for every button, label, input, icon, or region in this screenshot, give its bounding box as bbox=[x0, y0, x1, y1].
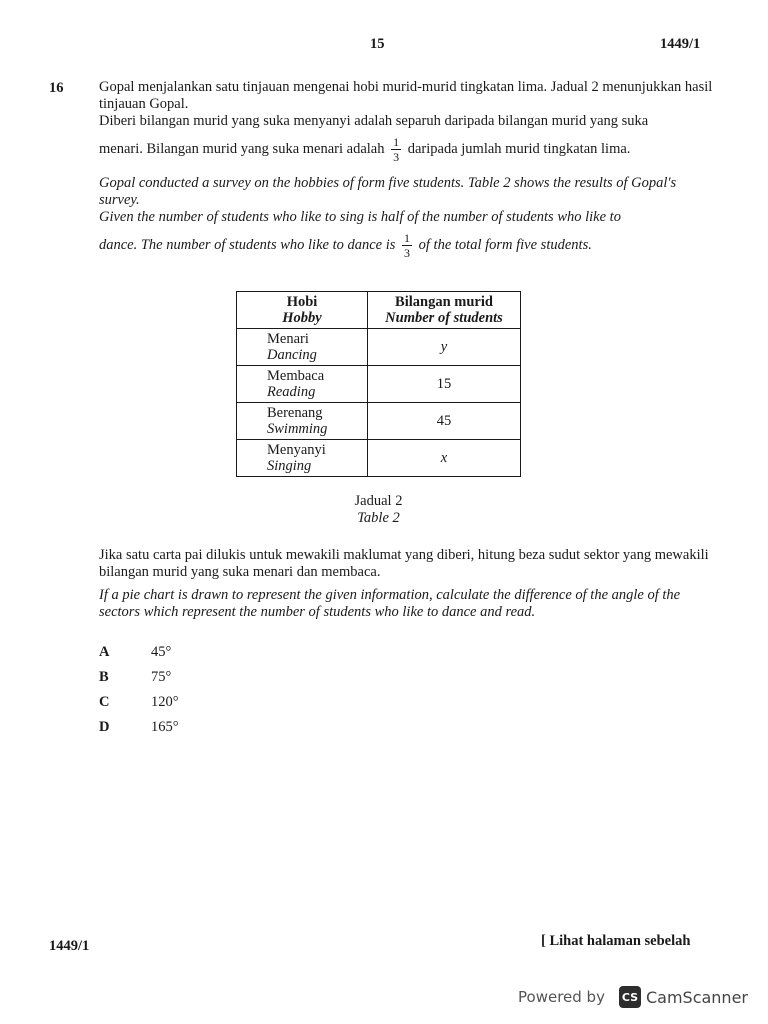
question-text-en bbox=[99, 175, 714, 259]
table-row bbox=[237, 403, 521, 440]
option-a[interactable] bbox=[99, 642, 171, 662]
students-cell: y bbox=[368, 329, 521, 366]
next-page-note: [ Lihat halaman sebelah bbox=[541, 933, 691, 949]
header-number-ms: Bilangan murid bbox=[395, 294, 493, 310]
option-b[interactable] bbox=[99, 667, 171, 687]
table-header-row bbox=[237, 292, 521, 329]
prompt-en: If a pie chart is drawn to represent the given information, calculate the difference of the angle of the sectors which represent the number of students who like to dance and read. bbox=[99, 587, 681, 620]
question-en-line1: Gopal conducted a survey on the hobbies of form five students. Table 2 shows the results of Gopal's survey. bbox=[99, 175, 677, 208]
table-row bbox=[237, 440, 521, 477]
students-cell: 45 bbox=[368, 403, 521, 440]
header-number-en: Number of students bbox=[385, 310, 503, 326]
question-en-line3-end: of the total form five students. bbox=[418, 236, 592, 253]
hobby-ms: Menari bbox=[267, 331, 309, 347]
paper-code-footer: 1449/1 bbox=[49, 938, 90, 954]
option-value: 165° bbox=[151, 719, 179, 735]
question-en-line3-start: dance. The number of students who like to dance is bbox=[99, 236, 396, 253]
option-label: C bbox=[99, 694, 110, 710]
hobby-en: Swimming bbox=[267, 421, 328, 437]
camscanner-brand: CamScanner bbox=[645, 987, 748, 1007]
option-c[interactable] bbox=[99, 692, 179, 712]
fraction-numerator: 1 bbox=[404, 231, 411, 245]
students-cell: 15 bbox=[368, 366, 521, 403]
question-ms-line3-start: menari. Bilangan murid yang suka menari adalah bbox=[99, 140, 385, 157]
question-ms-line2: Diberi bilangan murid yang suka menyanyi adalah separuh daripada bilangan murid yang suka bbox=[99, 113, 649, 129]
fraction-one-third-en bbox=[402, 232, 412, 259]
hobby-cell bbox=[237, 329, 368, 366]
fraction-denominator: 3 bbox=[393, 150, 400, 164]
hobby-en: Singing bbox=[267, 458, 312, 474]
students-cell: x bbox=[368, 440, 521, 477]
option-value: 45° bbox=[151, 644, 172, 660]
header-hobby-ms: Hobi bbox=[286, 294, 318, 310]
prompt-ms: Jika satu carta pai dilukis untuk mewakili maklumat yang diberi, hitung beza sudut sektor yang mewakili bilangan murid yang suka menari dan membaca. bbox=[99, 547, 709, 580]
question-ms-line1: Gopal menjalankan satu tinjauan mengenai hobi murid-murid tingkatan lima. Jadual 2 menunjukkan hasil tinjauan Gopal. bbox=[99, 79, 713, 112]
table-caption bbox=[0, 493, 757, 527]
table-caption-en: Table 2 bbox=[357, 510, 400, 526]
question-ms-line3-end: daripada jumlah murid tingkatan lima. bbox=[407, 140, 631, 157]
hobby-ms: Berenang bbox=[267, 405, 323, 421]
hobby-en: Dancing bbox=[267, 347, 317, 363]
option-label: D bbox=[99, 719, 110, 735]
hobby-cell bbox=[237, 440, 368, 477]
header-hobby bbox=[237, 292, 368, 329]
header-number-of-students bbox=[368, 292, 521, 329]
table-caption-ms: Jadual 2 bbox=[354, 493, 403, 509]
table-row bbox=[237, 329, 521, 366]
powered-by-text: Powered by bbox=[518, 988, 605, 1006]
question-text-ms bbox=[99, 79, 714, 163]
hobby-cell bbox=[237, 403, 368, 440]
fraction-denominator: 3 bbox=[404, 246, 411, 260]
hobby-ms: Membaca bbox=[267, 368, 325, 384]
option-label: B bbox=[99, 669, 109, 685]
question-en-line2: Given the number of students who like to sing is half of the number of students who like to bbox=[99, 209, 621, 225]
question-ms-line3 bbox=[99, 136, 714, 163]
hobby-en: Reading bbox=[267, 384, 316, 400]
camscanner-logo-icon: CS bbox=[619, 986, 641, 1008]
hobby-ms: Menyanyi bbox=[267, 442, 326, 458]
hobby-table bbox=[236, 291, 521, 477]
fraction-numerator: 1 bbox=[393, 135, 400, 149]
camscanner-watermark bbox=[518, 982, 748, 1012]
page-number: 15 bbox=[370, 36, 385, 52]
option-label: A bbox=[99, 644, 110, 660]
option-value: 120° bbox=[151, 694, 179, 710]
hobby-cell bbox=[237, 366, 368, 403]
fraction-one-third bbox=[391, 136, 401, 163]
paper-code-header: 1449/1 bbox=[660, 36, 701, 52]
header-hobby-en: Hobby bbox=[282, 310, 322, 326]
question-number: 16 bbox=[49, 80, 64, 96]
option-d[interactable] bbox=[99, 717, 179, 737]
question-en-line3 bbox=[99, 232, 714, 259]
option-value: 75° bbox=[151, 669, 172, 685]
table-row bbox=[237, 366, 521, 403]
